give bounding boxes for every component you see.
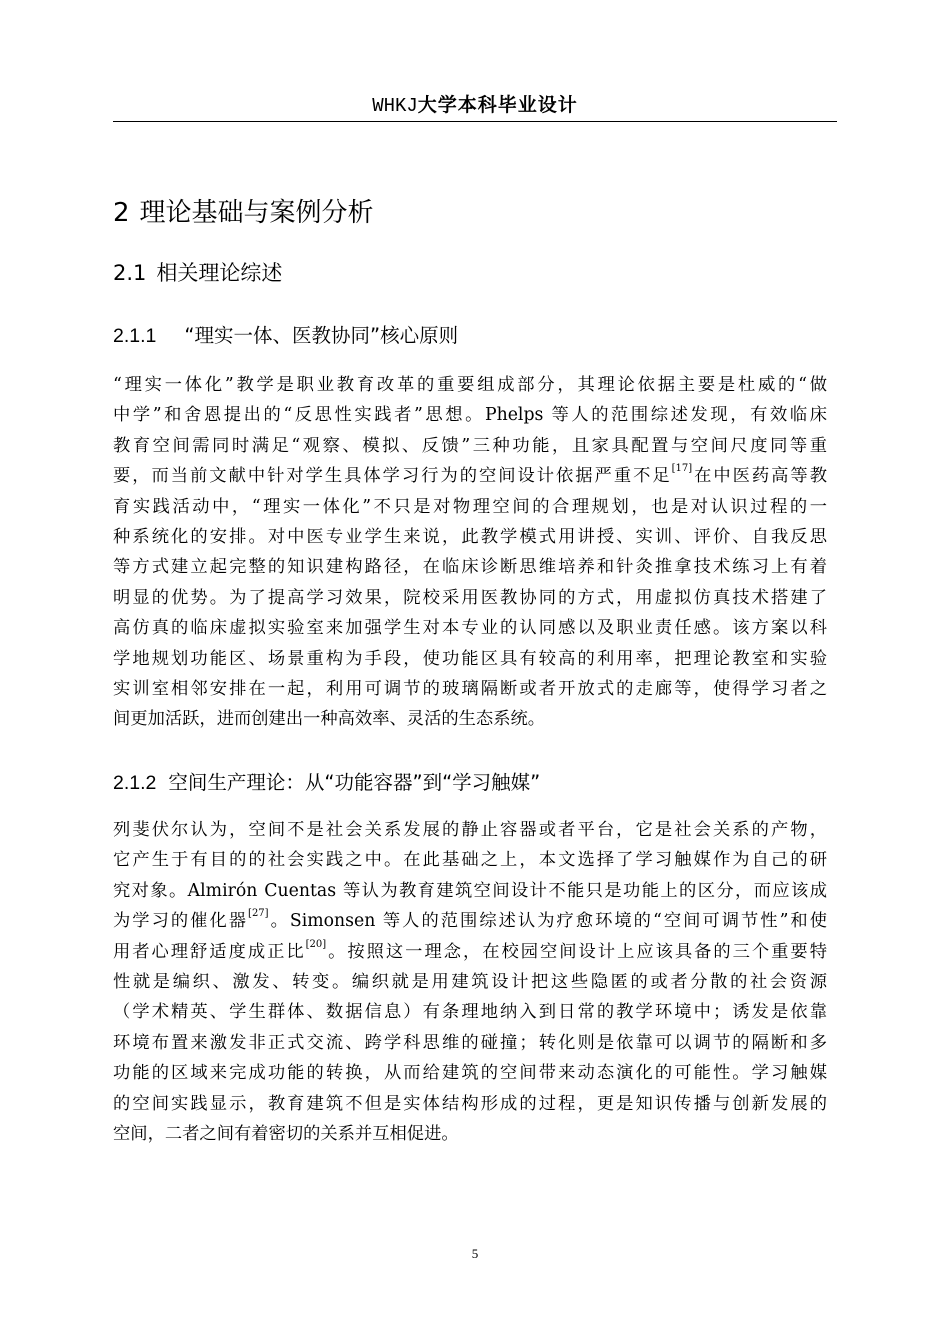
subsection-heading-2-1-1 — [113, 323, 458, 349]
paragraph-line — [113, 937, 827, 967]
paragraph-line — [113, 906, 827, 936]
citation-ref: [27] — [248, 908, 269, 920]
paragraph-line: （学术精英、学生群体、数据信息）有条理地纳入到日常的教学环境中；诱发是依靠 — [113, 1002, 827, 1023]
paragraph-line: 间更加活跃，进而创建出一种高效率、灵活的生态系统。 — [113, 709, 546, 730]
citation-ref: [20] — [305, 938, 327, 950]
paragraph-line: 它产生于有目的的社会实践之中。在此基础之上，本文选择了学习触媒作为自己的研 — [113, 850, 827, 871]
chapter-heading — [113, 196, 374, 230]
paragraph-line: 高仿真的临床虚拟实验室来加强学生对本专业的认同感以及职业责任感。该方案以科 — [113, 618, 827, 639]
section-number: 2.1 — [113, 261, 147, 285]
subsection-number: 2.1.2 — [113, 772, 157, 794]
subsection-heading-2-1-2 — [113, 770, 540, 796]
line-text: 。Simonsen 等人的范围综述认为疗愈环境的“空间可调节性”和使 — [268, 911, 827, 932]
header-code: WHKJ — [372, 95, 418, 117]
paragraph-line: 性就是编织、激发、转变。编织就是用建筑设计把这些隐匿的或者分散的社会资源 — [113, 971, 827, 992]
paragraph-line: 的空间实践显示，教育建筑不但是实体结构形成的过程，更是知识传播与创新发展的 — [113, 1093, 827, 1114]
line-text: 要，而当前文献中针对学生具体学习行为的空间设计依据严重不足 — [113, 466, 672, 487]
subsection-title: “理实一体、医教协同”核心原则 — [184, 324, 459, 347]
header-title: 大学本科毕业设计 — [417, 94, 578, 116]
paragraph-line — [113, 461, 827, 491]
paragraph-line: 种系统化的安排。对中医专业学生来说，此教学模式用讲授、实训、评价、自我反思 — [113, 526, 827, 547]
line-text: 为学习的催化器 — [113, 911, 249, 932]
paragraph-line: 究对象。Almirón Cuentas 等认为教育建筑空间设计不能只是功能上的区分，而应该成 — [113, 880, 827, 901]
paragraph-line: 育实践活动中，“理实一体化”不只是对物理空间的合理规划，也是对认识过程的一 — [113, 496, 827, 517]
subsection-title: 空间生产理论：从“功能容器”到“学习触媒” — [168, 771, 541, 794]
paragraph-line: 实训室相邻安排在一起，利用可调节的玻璃隔断或者开放式的走廊等，使得学习者之 — [113, 678, 827, 699]
paragraph-line: 学地规划功能区、场景重构为手段，使功能区具有较高的利用率，把理论教室和实验 — [113, 648, 827, 669]
paragraph-2-1-2 — [113, 815, 827, 1149]
paragraph-line: 明显的优势。为了提高学习效果，院校采用医教协同的方式，用虚拟仿真技术搭建了 — [113, 587, 827, 608]
section-title: 相关理论综述 — [156, 261, 283, 285]
citation-ref: [17] — [671, 463, 693, 475]
section-heading — [113, 259, 282, 287]
paragraph-2-1-1 — [113, 370, 827, 735]
paragraph-line: “理实一体化”教学是职业教育改革的重要组成部分，其理论依据主要是杜威的“做 — [113, 375, 827, 395]
paragraph-line: 等方式建立起完整的知识建构路径，在临床诊断思维培养和针灸推拿技术练习上有着 — [113, 557, 827, 578]
paragraph-line: 功能的区域来完成功能的转换，从而给建筑的空间带来动态演化的可能性。学习触媒 — [113, 1063, 827, 1084]
chapter-title: 理论基础与案例分析 — [139, 198, 374, 228]
paragraph-line: 列斐伏尔认为，空间不是社会关系发展的静止容器或者平台，它是社会关系的产物， — [113, 820, 827, 840]
paragraph-line: 中学”和舍恩提出的“反思性实践者”思想。Phelps 等人的范围综述发现，有效临床 — [113, 405, 827, 426]
paragraph-line: 教育空间需同时满足“观察、模拟、反馈”三种功能，且家具配置与空间尺度同等重 — [113, 435, 827, 456]
line-text: 用者心理舒适度成正比 — [113, 941, 306, 962]
chapter-number: 2 — [113, 198, 130, 228]
page-number: 5 — [471, 1246, 479, 1261]
line-text: 。按照这一理念，在校园空间设计上应该具备的三个重要特 — [326, 941, 827, 962]
running-header — [113, 92, 837, 122]
paragraph-line: 环境布置来激发非正式交流、跨学科思维的碰撞；转化则是依靠可以调节的隔断和多 — [113, 1032, 827, 1053]
line-text: 在中医药高等教 — [692, 466, 827, 487]
subsection-number: 2.1.1 — [113, 325, 157, 347]
paragraph-line: 空间，二者之间有着密切的关系并互相促进。 — [113, 1123, 459, 1144]
header-rule — [113, 121, 837, 122]
